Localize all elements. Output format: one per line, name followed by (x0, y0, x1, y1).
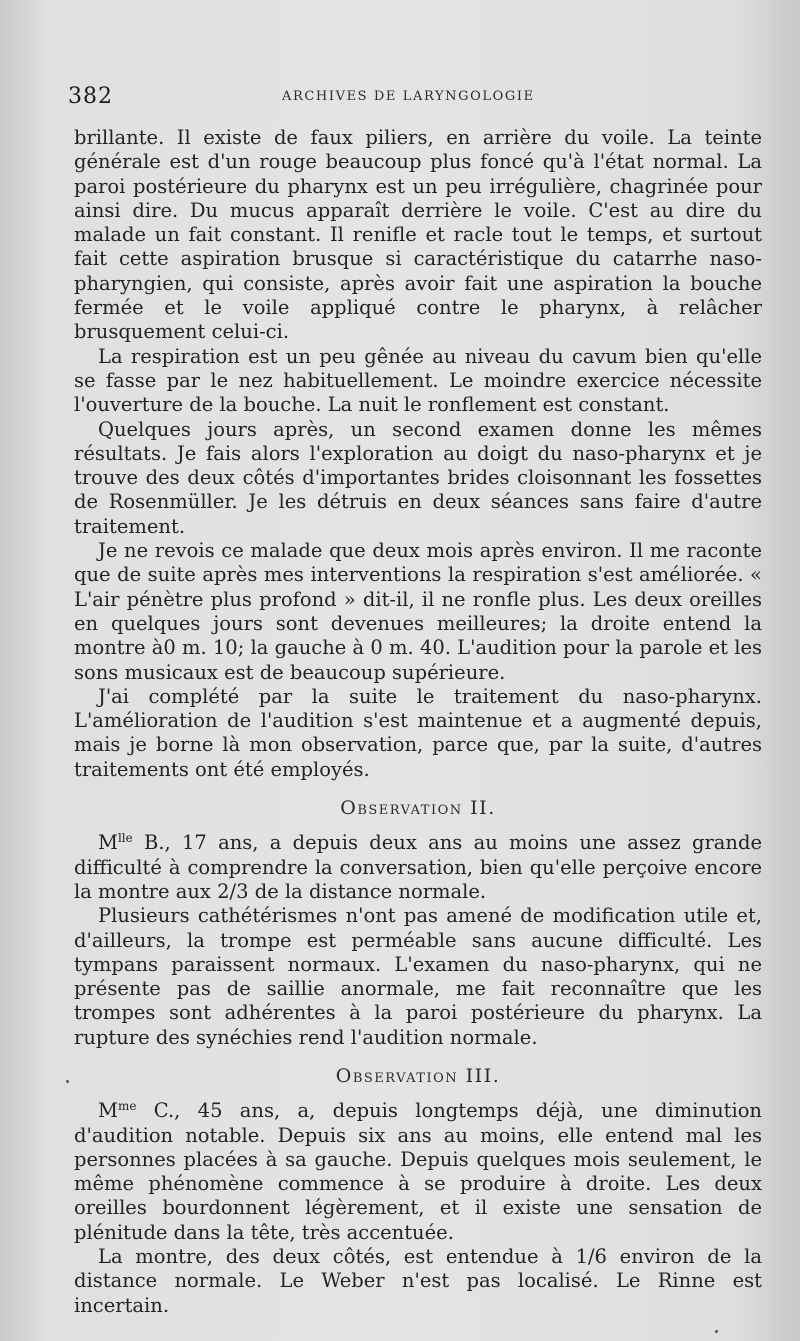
print-speck (715, 1330, 718, 1333)
observation-3-heading: Observation III. (335, 1064, 501, 1087)
paragraph-6-text: B., 17 ans, a depuis deux ans au moins une assez grande difficulté à comprendre la conversation, bien qu'elle perçoive encore la montre aux 2/3 de la distance normale. (74, 831, 762, 903)
print-speck (66, 1080, 69, 1083)
paragraph-8 (74, 1094, 762, 1245)
paragraph-4: Je ne revois ce malade que deux mois après environ. Il me raconte que de suite après mes interventions la respiration s'est améliorée. « L'air pénètre plus profond » dit-il, il ne ronfle plus. Les deux oreilles en quelques jours sont devenues meilleures; la droite entend la montre à0 m. 10; la gauche à 0 m. 40. L'audition pour la parole et les sons musicaux est de beaucoup supérieure. (74, 539, 762, 684)
running-title: ARCHIVES DE LARYNGOLOGIE (282, 89, 535, 104)
paragraph-8-text: C., 45 ans, a, depuis longtemps déjà, une diminution d'audition notable. Depuis six ans au moins, elle entend mal les personnes placées à sa gauche. Depuis quelques mois seulement, le même phénomène commence à se produire à droite. Les deux oreilles bourdonnent légèrement, et il existe une sensation de plénitude dans la tête, très accentuée. (74, 1099, 762, 1244)
observation-2-heading: Observation II. (340, 797, 496, 820)
paragraph-5: J'ai complété par la suite le traitement du naso-pharynx. L'amélioration de l'audition s'est maintenue et a augmenté depuis, mais je borne là mon observation, parce que, par la suite, d'autres traitements ont été employés. (74, 684, 762, 781)
title-superscript: lle (117, 831, 133, 846)
title-prefix: M (98, 831, 118, 855)
body-text (74, 126, 762, 1318)
page-number: 382 (68, 84, 113, 109)
paragraph-7: Plusieurs cathétérismes n'ont pas amené de modification utile et, d'ailleurs, la trompe est perméable sans aucune difficulté. Les tympans paraissent normaux. L'examen du naso-pharynx, qui ne présente pas de saillie anormale, me fait reconnaître que les trompes sont adhérentes à la paroi postérieure du pharynx. La rupture des synéchies rend l'audition normale. (74, 904, 762, 1049)
paragraph-1: brillante. Il existe de faux piliers, en arrière du voile. La teinte générale est d'un rouge beaucoup plus foncé qu'à l'état normal. La paroi postérieure du pharynx est un peu irrégulière, chagrinée pour ainsi dire. Du mucus apparaît derrière le voile. C'est au dire du malade un fait constant. Il renifle et racle tout le temps, et surtout fait cette aspiration brusque si caractéristique du catarrhe naso-pharyngien, qui consiste, après avoir fait une aspiration la bouche fermée et le voile appliqué contre le pharynx, à relâcher brusquement celui-ci. (74, 126, 762, 344)
title-prefix: M (98, 1099, 118, 1123)
title-superscript: me (117, 1099, 137, 1114)
paragraph-9: La montre, des deux côtés, est entendue à 1/6 environ de la distance normale. Le Weber n'est pas localisé. Le Rinne est incertain. (74, 1245, 762, 1317)
paragraph-2: La respiration est un peu gênée au niveau du cavum bien qu'elle se fasse par le nez habituellement. Le moindre exercice nécessite l'ouverture de la bouche. La nuit le ronflement est constant. (74, 344, 762, 417)
paragraph-6 (74, 826, 762, 904)
paragraph-3: Quelques jours après, un second examen donne les mêmes résultats. Je fais alors l'exploration au doigt du naso-pharynx et je trouve des deux côtés d'importantes brides cloisonnant les fossettes de Rosenmüller. Je les détruis en deux séances sans faire d'autre traitement. (74, 417, 762, 538)
page-header (68, 84, 758, 114)
